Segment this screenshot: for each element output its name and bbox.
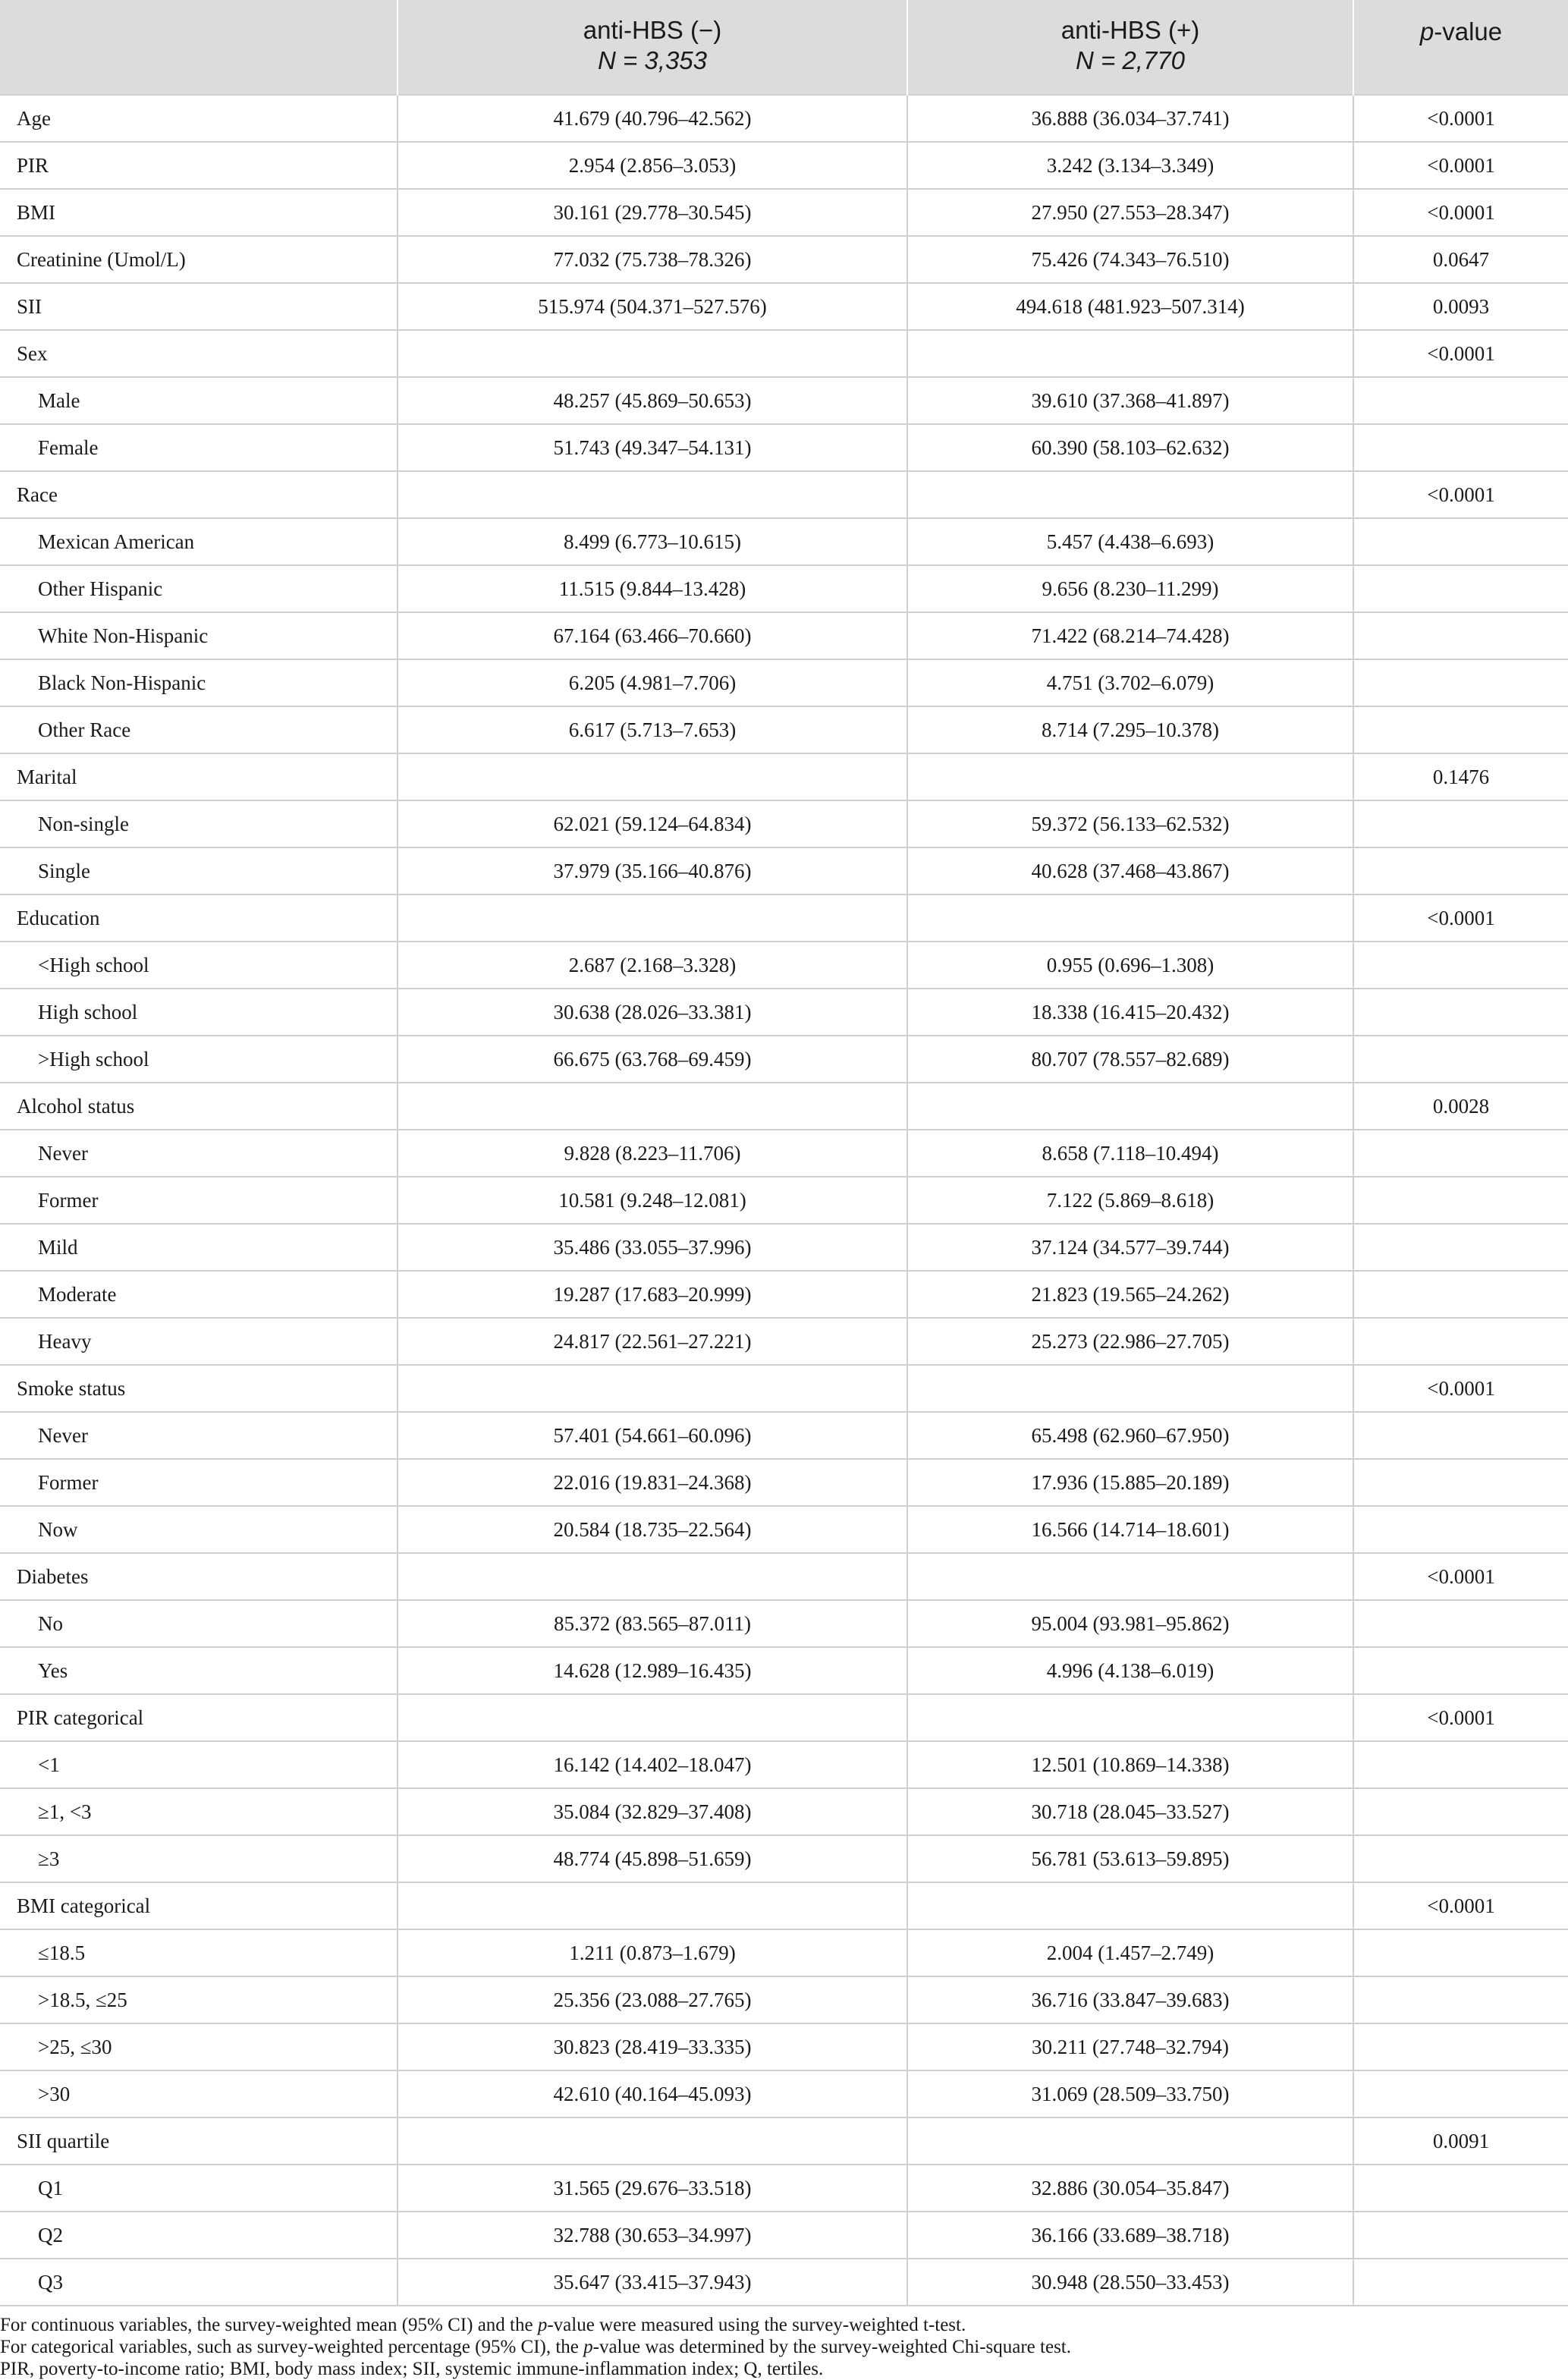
header-variable-cell — [0, 0, 397, 95]
p-value — [1353, 989, 1568, 1036]
p-value: <0.0001 — [1353, 1553, 1568, 1600]
anti-hbs-negative-value — [397, 1882, 907, 1929]
anti-hbs-negative-value: 8.499 (6.773–10.615) — [397, 518, 907, 565]
table-subrow — [0, 2259, 1568, 2306]
p-value — [1353, 847, 1568, 894]
anti-hbs-positive-value — [907, 1694, 1353, 1741]
table-subrow — [0, 942, 1568, 989]
table-row — [0, 189, 1568, 236]
table-subrow — [0, 1177, 1568, 1224]
anti-hbs-positive-value: 30.718 (28.045–33.527) — [907, 1788, 1353, 1835]
table-subrow — [0, 1976, 1568, 2023]
p-value — [1353, 1271, 1568, 1318]
row-label: Q3 — [0, 2259, 397, 2306]
table-subrow — [0, 1459, 1568, 1506]
anti-hbs-negative-value: 30.638 (28.026–33.381) — [397, 989, 907, 1036]
footnote-categorical: For categorical variables, such as survey-weighted percentage (95% CI), the p-value was determined by the survey-weighted Chi-square test. — [0, 2337, 1071, 2357]
table-subrow — [0, 1036, 1568, 1083]
anti-hbs-negative-value: 85.372 (83.565–87.011) — [397, 1600, 907, 1647]
anti-hbs-negative-value: 35.084 (32.829–37.408) — [397, 1788, 907, 1835]
p-value: <0.0001 — [1353, 189, 1568, 236]
p-value — [1353, 1177, 1568, 1224]
row-label: Heavy — [0, 1318, 397, 1365]
anti-hbs-negative-value: 32.788 (30.653–34.997) — [397, 2212, 907, 2259]
row-label: Female — [0, 424, 397, 471]
row-label: >25, ≤30 — [0, 2023, 397, 2070]
row-label: Non-single — [0, 800, 397, 847]
table-footnotes — [0, 2314, 1568, 2380]
anti-hbs-negative-value — [397, 1365, 907, 1412]
anti-hbs-positive-value: 3.242 (3.134–3.349) — [907, 142, 1353, 189]
anti-hbs-negative-value: 6.617 (5.713–7.653) — [397, 706, 907, 753]
anti-hbs-negative-value: 2.687 (2.168–3.328) — [397, 942, 907, 989]
table-subrow — [0, 377, 1568, 424]
table-subrow — [0, 1788, 1568, 1835]
anti-hbs-positive-value: 65.498 (62.960–67.950) — [907, 1412, 1353, 1459]
table-subrow — [0, 989, 1568, 1036]
p-value — [1353, 2070, 1568, 2117]
p-value — [1353, 2212, 1568, 2259]
p-value: <0.0001 — [1353, 142, 1568, 189]
table-subrow — [0, 2070, 1568, 2117]
anti-hbs-negative-value — [397, 1553, 907, 1600]
anti-hbs-negative-value: 66.675 (63.768–69.459) — [397, 1036, 907, 1083]
p-value: 0.0028 — [1353, 1083, 1568, 1130]
anti-hbs-positive-value — [907, 1365, 1353, 1412]
header-pos-title: anti-HBS (+) — [1061, 16, 1200, 44]
row-label: >30 — [0, 2070, 397, 2117]
anti-hbs-negative-value: 20.584 (18.735–22.564) — [397, 1506, 907, 1553]
table-row — [0, 330, 1568, 377]
row-label: White Non-Hispanic — [0, 612, 397, 659]
p-value: 0.0647 — [1353, 236, 1568, 283]
anti-hbs-positive-value: 5.457 (4.438–6.693) — [907, 518, 1353, 565]
anti-hbs-negative-value: 30.161 (29.778–30.545) — [397, 189, 907, 236]
p-value — [1353, 1412, 1568, 1459]
anti-hbs-positive-value: 95.004 (93.981–95.862) — [907, 1600, 1353, 1647]
row-label: Other Race — [0, 706, 397, 753]
anti-hbs-positive-value — [907, 894, 1353, 942]
table-subrow — [0, 659, 1568, 706]
row-label: Marital — [0, 753, 397, 800]
anti-hbs-negative-value: 35.647 (33.415–37.943) — [397, 2259, 907, 2306]
table-row — [0, 95, 1568, 142]
anti-hbs-negative-value — [397, 2117, 907, 2165]
anti-hbs-positive-value: 494.618 (481.923–507.314) — [907, 283, 1353, 330]
table-subrow — [0, 612, 1568, 659]
anti-hbs-negative-value: 6.205 (4.981–7.706) — [397, 659, 907, 706]
row-label: Alcohol status — [0, 1083, 397, 1130]
row-label: >High school — [0, 1036, 397, 1083]
footnote-continuous: For continuous variables, the survey-weighted mean (95% CI) and the p-value were measured using the survey-weighted t-test. — [0, 2315, 966, 2335]
row-label: Single — [0, 847, 397, 894]
table-row — [0, 2117, 1568, 2165]
p-value — [1353, 800, 1568, 847]
table-subrow — [0, 2023, 1568, 2070]
anti-hbs-negative-value: 19.287 (17.683–20.999) — [397, 1271, 907, 1318]
anti-hbs-positive-value: 7.122 (5.869–8.618) — [907, 1177, 1353, 1224]
row-label: Sex — [0, 330, 397, 377]
anti-hbs-negative-value: 24.817 (22.561–27.221) — [397, 1318, 907, 1365]
anti-hbs-negative-value: 1.211 (0.873–1.679) — [397, 1929, 907, 1976]
anti-hbs-negative-value — [397, 330, 907, 377]
anti-hbs-positive-value: 25.273 (22.986–27.705) — [907, 1318, 1353, 1365]
row-label: Diabetes — [0, 1553, 397, 1600]
table-subrow — [0, 800, 1568, 847]
anti-hbs-positive-value: 30.211 (27.748–32.794) — [907, 2023, 1353, 2070]
anti-hbs-negative-value: 35.486 (33.055–37.996) — [397, 1224, 907, 1271]
row-label: High school — [0, 989, 397, 1036]
row-label: PIR — [0, 142, 397, 189]
p-value — [1353, 2165, 1568, 2212]
table-subrow — [0, 565, 1568, 612]
anti-hbs-positive-value — [907, 1882, 1353, 1929]
anti-hbs-negative-value: 51.743 (49.347–54.131) — [397, 424, 907, 471]
table-row — [0, 1365, 1568, 1412]
anti-hbs-positive-value: 0.955 (0.696–1.308) — [907, 942, 1353, 989]
p-value — [1353, 1224, 1568, 1271]
anti-hbs-positive-value: 60.390 (58.103–62.632) — [907, 424, 1353, 471]
p-value — [1353, 565, 1568, 612]
row-label: Moderate — [0, 1271, 397, 1318]
anti-hbs-negative-value: 16.142 (14.402–18.047) — [397, 1741, 907, 1788]
table-subrow — [0, 1835, 1568, 1882]
header-anti-hbs-negative — [397, 0, 907, 95]
footnote-abbreviations: PIR, poverty-to-income ratio; BMI, body mass index; SII, systemic immune-inflammation index; Q, tertiles. — [0, 2359, 824, 2379]
anti-hbs-positive-value — [907, 1083, 1353, 1130]
anti-hbs-positive-value — [907, 1553, 1353, 1600]
p-value — [1353, 1647, 1568, 1694]
p-value — [1353, 377, 1568, 424]
table-subrow — [0, 1929, 1568, 1976]
anti-hbs-negative-value: 11.515 (9.844–13.428) — [397, 565, 907, 612]
row-label: Q1 — [0, 2165, 397, 2212]
table-subrow — [0, 2212, 1568, 2259]
row-label: >18.5, ≤25 — [0, 1976, 397, 2023]
table-row — [0, 753, 1568, 800]
header-p-value: p-value — [1353, 0, 1568, 95]
p-value — [1353, 2023, 1568, 2070]
row-label: Other Hispanic — [0, 565, 397, 612]
anti-hbs-positive-value: 37.124 (34.577–39.744) — [907, 1224, 1353, 1271]
row-label: BMI categorical — [0, 1882, 397, 1929]
table-row — [0, 142, 1568, 189]
row-label: Age — [0, 95, 397, 142]
p-value: <0.0001 — [1353, 1882, 1568, 1929]
table-subrow — [0, 518, 1568, 565]
table-subrow — [0, 847, 1568, 894]
anti-hbs-negative-value: 48.774 (45.898–51.659) — [397, 1835, 907, 1882]
anti-hbs-negative-value: 30.823 (28.419–33.335) — [397, 2023, 907, 2070]
table-row — [0, 471, 1568, 518]
table-row — [0, 1694, 1568, 1741]
row-label: ≥1, <3 — [0, 1788, 397, 1835]
table-subrow — [0, 1271, 1568, 1318]
row-label: Black Non-Hispanic — [0, 659, 397, 706]
p-value: <0.0001 — [1353, 1365, 1568, 1412]
anti-hbs-positive-value: 39.610 (37.368–41.897) — [907, 377, 1353, 424]
row-label: Never — [0, 1130, 397, 1177]
table-subrow — [0, 424, 1568, 471]
table-row — [0, 236, 1568, 283]
anti-hbs-negative-value: 67.164 (63.466–70.660) — [397, 612, 907, 659]
p-value — [1353, 706, 1568, 753]
table-row — [0, 1553, 1568, 1600]
anti-hbs-negative-value: 10.581 (9.248–12.081) — [397, 1177, 907, 1224]
anti-hbs-positive-value — [907, 330, 1353, 377]
anti-hbs-negative-value: 77.032 (75.738–78.326) — [397, 236, 907, 283]
row-label: Former — [0, 1459, 397, 1506]
anti-hbs-positive-value: 30.948 (28.550–33.453) — [907, 2259, 1353, 2306]
anti-hbs-positive-value: 27.950 (27.553–28.347) — [907, 189, 1353, 236]
anti-hbs-negative-value — [397, 894, 907, 942]
p-value: <0.0001 — [1353, 1694, 1568, 1741]
anti-hbs-positive-value: 9.656 (8.230–11.299) — [907, 565, 1353, 612]
row-label: SII quartile — [0, 2117, 397, 2165]
table-row — [0, 1882, 1568, 1929]
p-value — [1353, 1036, 1568, 1083]
anti-hbs-positive-value: 17.936 (15.885–20.189) — [907, 1459, 1353, 1506]
p-value — [1353, 1506, 1568, 1553]
header-pos-n: N = 2,770 — [1075, 46, 1186, 74]
row-label: Q2 — [0, 2212, 397, 2259]
anti-hbs-negative-value — [397, 1694, 907, 1741]
anti-hbs-positive-value: 71.422 (68.214–74.428) — [907, 612, 1353, 659]
anti-hbs-negative-value — [397, 471, 907, 518]
anti-hbs-positive-value: 36.888 (36.034–37.741) — [907, 95, 1353, 142]
header-neg-n: N = 3,353 — [597, 46, 708, 74]
anti-hbs-negative-value: 37.979 (35.166–40.876) — [397, 847, 907, 894]
anti-hbs-negative-value: 31.565 (29.676–33.518) — [397, 2165, 907, 2212]
anti-hbs-negative-value: 9.828 (8.223–11.706) — [397, 1130, 907, 1177]
anti-hbs-positive-value: 56.781 (53.613–59.895) — [907, 1835, 1353, 1882]
anti-hbs-positive-value: 8.658 (7.118–10.494) — [907, 1130, 1353, 1177]
table-subrow — [0, 1224, 1568, 1271]
p-value — [1353, 1976, 1568, 2023]
row-label: Never — [0, 1412, 397, 1459]
row-label: Mild — [0, 1224, 397, 1271]
table-subrow — [0, 1647, 1568, 1694]
anti-hbs-positive-value: 2.004 (1.457–2.749) — [907, 1929, 1353, 1976]
p-value — [1353, 1741, 1568, 1788]
row-label: Male — [0, 377, 397, 424]
anti-hbs-negative-value: 42.610 (40.164–45.093) — [397, 2070, 907, 2117]
table-subrow — [0, 1600, 1568, 1647]
row-label: SII — [0, 283, 397, 330]
anti-hbs-negative-value — [397, 753, 907, 800]
anti-hbs-positive-value: 80.707 (78.557–82.689) — [907, 1036, 1353, 1083]
table-subrow — [0, 1412, 1568, 1459]
p-value — [1353, 1835, 1568, 1882]
p-value — [1353, 1600, 1568, 1647]
p-value — [1353, 2259, 1568, 2306]
p-value: <0.0001 — [1353, 894, 1568, 942]
anti-hbs-positive-value: 75.426 (74.343–76.510) — [907, 236, 1353, 283]
row-label: Mexican American — [0, 518, 397, 565]
table-row — [0, 283, 1568, 330]
anti-hbs-positive-value: 36.166 (33.689–38.718) — [907, 2212, 1353, 2259]
p-value: <0.0001 — [1353, 471, 1568, 518]
row-label: ≤18.5 — [0, 1929, 397, 1976]
anti-hbs-negative-value: 57.401 (54.661–60.096) — [397, 1412, 907, 1459]
row-label: PIR categorical — [0, 1694, 397, 1741]
table-subrow — [0, 1506, 1568, 1553]
table-subrow — [0, 706, 1568, 753]
anti-hbs-positive-value: 12.501 (10.869–14.338) — [907, 1741, 1353, 1788]
anti-hbs-negative-value: 62.021 (59.124–64.834) — [397, 800, 907, 847]
row-label: <High school — [0, 942, 397, 989]
anti-hbs-negative-value: 25.356 (23.088–27.765) — [397, 1976, 907, 2023]
table-body — [0, 95, 1568, 2306]
row-label: Smoke status — [0, 1365, 397, 1412]
p-value: 0.0093 — [1353, 283, 1568, 330]
anti-hbs-negative-value: 14.628 (12.989–16.435) — [397, 1647, 907, 1694]
p-value — [1353, 1459, 1568, 1506]
row-label: Race — [0, 471, 397, 518]
table-row — [0, 1083, 1568, 1130]
table-subrow — [0, 1741, 1568, 1788]
table-subrow — [0, 2165, 1568, 2212]
anti-hbs-negative-value: 41.679 (40.796–42.562) — [397, 95, 907, 142]
anti-hbs-positive-value: 4.751 (3.702–6.079) — [907, 659, 1353, 706]
table-header-row — [0, 0, 1568, 95]
row-label: Creatinine (Umol/L) — [0, 236, 397, 283]
p-value — [1353, 518, 1568, 565]
table-subrow — [0, 1130, 1568, 1177]
anti-hbs-positive-value — [907, 2117, 1353, 2165]
anti-hbs-positive-value: 59.372 (56.133–62.532) — [907, 800, 1353, 847]
row-label: Education — [0, 894, 397, 942]
row-label: No — [0, 1600, 397, 1647]
p-value — [1353, 1318, 1568, 1365]
row-label: Yes — [0, 1647, 397, 1694]
anti-hbs-negative-value: 2.954 (2.856–3.053) — [397, 142, 907, 189]
anti-hbs-positive-value: 31.069 (28.509–33.750) — [907, 2070, 1353, 2117]
p-value — [1353, 424, 1568, 471]
header-anti-hbs-positive — [907, 0, 1353, 95]
p-value — [1353, 1130, 1568, 1177]
anti-hbs-positive-value: 4.996 (4.138–6.019) — [907, 1647, 1353, 1694]
anti-hbs-negative-value: 515.974 (504.371–527.576) — [397, 283, 907, 330]
anti-hbs-positive-value: 36.716 (33.847–39.683) — [907, 1976, 1353, 2023]
table-row — [0, 894, 1568, 942]
anti-hbs-positive-value: 16.566 (14.714–18.601) — [907, 1506, 1353, 1553]
anti-hbs-positive-value: 21.823 (19.565–24.262) — [907, 1271, 1353, 1318]
row-label: ≥3 — [0, 1835, 397, 1882]
anti-hbs-negative-value: 48.257 (45.869–50.653) — [397, 377, 907, 424]
p-value: 0.1476 — [1353, 753, 1568, 800]
row-label: Former — [0, 1177, 397, 1224]
anti-hbs-positive-value: 18.338 (16.415–20.432) — [907, 989, 1353, 1036]
p-value: <0.0001 — [1353, 330, 1568, 377]
row-label: <1 — [0, 1741, 397, 1788]
anti-hbs-negative-value — [397, 1083, 907, 1130]
anti-hbs-positive-value — [907, 753, 1353, 800]
anti-hbs-negative-value: 22.016 (19.831–24.368) — [397, 1459, 907, 1506]
p-value: 0.0091 — [1353, 2117, 1568, 2165]
p-value — [1353, 612, 1568, 659]
anti-hbs-positive-value: 40.628 (37.468–43.867) — [907, 847, 1353, 894]
anti-hbs-positive-value: 32.886 (30.054–35.847) — [907, 2165, 1353, 2212]
p-value — [1353, 1929, 1568, 1976]
p-value: <0.0001 — [1353, 95, 1568, 142]
p-value — [1353, 659, 1568, 706]
row-label: Now — [0, 1506, 397, 1553]
anti-hbs-positive-value — [907, 471, 1353, 518]
table-subrow — [0, 1318, 1568, 1365]
header-neg-title: anti-HBS (−) — [583, 16, 722, 44]
p-value — [1353, 942, 1568, 989]
anti-hbs-positive-value: 8.714 (7.295–10.378) — [907, 706, 1353, 753]
p-value — [1353, 1788, 1568, 1835]
row-label: BMI — [0, 189, 397, 236]
